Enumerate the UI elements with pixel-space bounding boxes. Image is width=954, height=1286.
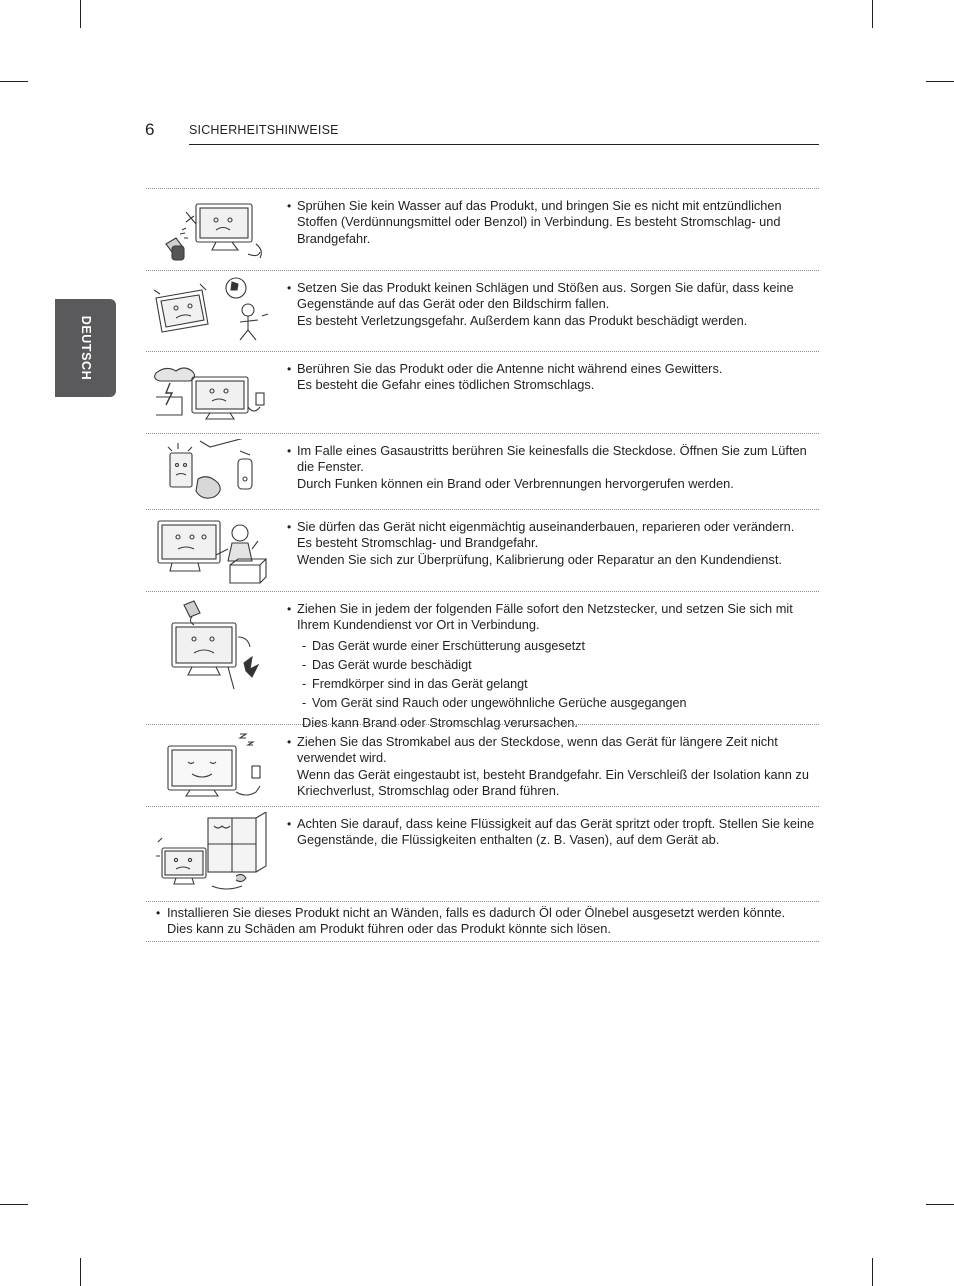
safety-item-text (284, 725, 819, 800)
language-tab-label: DEUTSCH (78, 315, 93, 381)
page-number: 6 (145, 120, 155, 139)
bullet: • (287, 281, 292, 295)
item-line: Achten Sie darauf, dass keine Flüssigkeit auf das Gerät spritzt oder tropft. Stellen Sie keine Gegenstände, die Flüssigkeiten enthalten (z. B. Vasen), auf dem Gerät ab. (297, 816, 815, 848)
safety-list (146, 188, 819, 942)
tv-disassembly-icon (152, 515, 270, 587)
safety-item-text (146, 902, 819, 938)
safety-item (146, 188, 819, 270)
safety-item (146, 806, 819, 901)
safety-item-text (284, 352, 819, 394)
sub-item-text: Das Gerät wurde einer Erschütterung ausgesetzt (312, 638, 586, 653)
safety-item-text (284, 189, 819, 247)
sub-item-list (297, 637, 819, 713)
safety-item-text (284, 510, 819, 568)
sub-item-text: Fremdkörper sind in das Gerät gelangt (312, 676, 528, 691)
crop-mark (80, 1258, 81, 1286)
safety-item (146, 509, 819, 591)
safety-item (146, 270, 819, 351)
gas-leak-socket-icon (152, 439, 270, 507)
safety-item-full-width (146, 901, 819, 941)
bullet: • (287, 735, 292, 749)
sub-item-dash: - (302, 695, 307, 710)
safety-item-text (284, 592, 819, 732)
safety-item (146, 724, 819, 806)
item-line: Es besteht die Gefahr eines tödlichen Stromschlags. (297, 377, 595, 393)
tv-thunderstorm-icon (152, 357, 270, 427)
section-title: SICHERHEITSHINWEISE (189, 123, 339, 137)
item-line: Dies kann zu Schäden am Produkt führen oder das Produkt könnte sich lösen. (167, 921, 611, 937)
tv-ball-impact-icon (152, 276, 270, 346)
bullet: • (287, 444, 292, 458)
item-line: Setzen Sie das Produkt keinen Schlägen und Stößen aus. Sorgen Sie dafür, dass keine Gegenstände auf das Gerät oder den Bildschirm fallen. (297, 280, 794, 312)
item-line: Ziehen Sie das Stromkabel aus der Steckdose, wenn das Gerät für längere Zeit nicht verwendet wird. (297, 734, 778, 766)
crop-mark (80, 0, 81, 28)
crop-mark (0, 81, 28, 82)
item-line: Sie dürfen das Gerät nicht eigenmächtig auseinanderbauen, reparieren oder verändern. (297, 519, 795, 534)
crop-mark (872, 0, 873, 28)
safety-item (146, 351, 819, 433)
item-line: Sprühen Sie kein Wasser auf das Produkt, und bringen Sie es nicht mit entzündlichen Stoffen (Verdünnungsmittel oder Benzol) in Verbindung. Es besteht Stromschlag- und Brandgefahr. (297, 198, 782, 246)
sub-item (297, 675, 819, 694)
safety-item (146, 591, 819, 730)
tv-damage-unplug-icon (152, 597, 270, 693)
sub-item-dash: - (302, 676, 307, 691)
sub-item-text: Vom Gerät sind Rauch oder ungewöhnliche Gerüche ausgegangen (312, 695, 687, 710)
item-line: Wenn das Gerät eingestaubt ist, besteht Brandgefahr. Ein Verschleiß der Isolation kann zu Kriechverlust, Stromschlag oder Brand führen. (297, 766, 809, 799)
safety-item-text (284, 271, 819, 329)
safety-item-text (284, 807, 819, 849)
sub-item-dash: - (302, 638, 307, 653)
bullet: • (156, 906, 161, 920)
item-line: Installieren Sie dieses Produkt nicht an Wänden, falls es dadurch Öl oder Ölnebel ausgesetzt werden könnte. (167, 905, 786, 920)
crop-mark (926, 81, 954, 82)
sub-item (297, 694, 819, 713)
bullet: • (287, 817, 292, 831)
item-closing: Dies kann Brand oder Stromschlag verursachen. (302, 714, 578, 730)
sub-item (297, 656, 819, 675)
sub-item-dash: - (302, 657, 307, 672)
item-line: Ziehen Sie in jedem der folgenden Fälle sofort den Netzstecker, und setzen Sie sich mit Ihrem Kundendienst vor Ort in Verbindung. (297, 601, 793, 633)
sub-item (297, 637, 819, 656)
crop-mark (926, 1204, 954, 1205)
safety-item (146, 433, 819, 509)
tv-unplugged-sleep-icon (152, 730, 270, 802)
language-tab (55, 299, 116, 397)
item-line: Es besteht Stromschlag- und Brandgefahr. (297, 535, 539, 551)
crop-mark (0, 1204, 28, 1205)
bullet: • (287, 602, 292, 616)
sub-item-text: Das Gerät wurde beschädigt (312, 657, 472, 672)
item-line: Durch Funken können ein Brand oder Verbrennungen hervorgerufen werden. (297, 475, 734, 491)
tv-water-spray-icon (152, 194, 270, 264)
bullet: • (287, 199, 292, 213)
item-line: Es besteht Verletzungsgefahr. Außerdem kann das Produkt beschädigt werden. (297, 312, 748, 328)
item-line: Wenden Sie sich zur Überprüfung, Kalibrierung oder Reparatur an den Kundendienst. (297, 551, 782, 567)
item-line: Im Falle eines Gasaustritts berühren Sie keinesfalls die Steckdose. Öffnen Sie zum Lüften die Fenster. (297, 443, 807, 475)
safety-item-text (284, 434, 819, 492)
header-rule (189, 144, 819, 145)
bullet: • (287, 362, 292, 376)
bullet: • (287, 520, 292, 534)
list-end-rule (146, 941, 819, 942)
item-line: Berühren Sie das Produkt oder die Antenne nicht während eines Gewitters. (297, 361, 723, 376)
crop-mark (872, 1258, 873, 1286)
tv-liquid-window-icon (152, 812, 270, 896)
